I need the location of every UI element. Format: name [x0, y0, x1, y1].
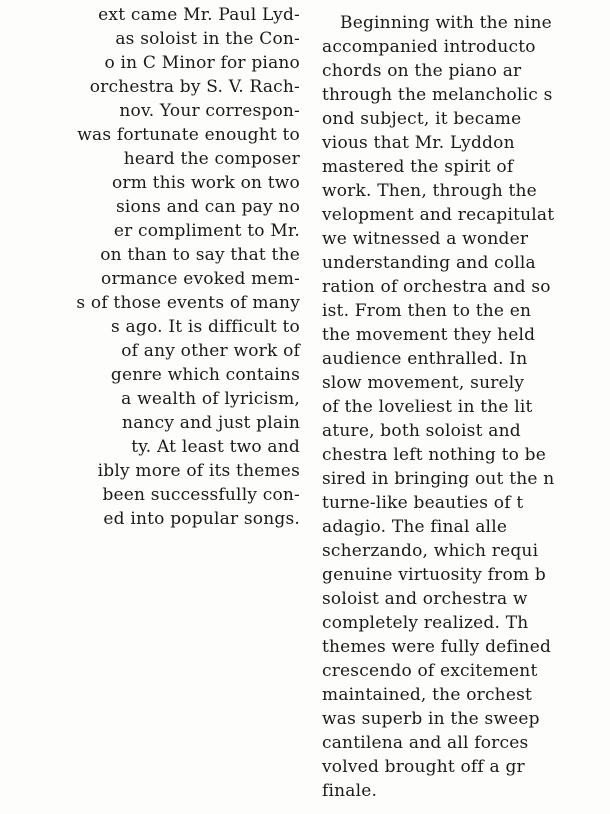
text-line: of the loveliest in the lit — [322, 397, 533, 417]
text-line: volved brought off a gr — [322, 757, 525, 777]
text-line: maintained, the orchest — [322, 685, 533, 705]
text-line: been successfully con- — [102, 485, 300, 505]
text-line: genre which contains — [110, 365, 300, 385]
text-line: sired in bringing out the n — [322, 469, 555, 489]
text-line: work. Then, through the — [322, 181, 537, 201]
text-line: adagio. The final alle — [322, 517, 508, 537]
text-line: chords on the piano ar — [322, 61, 522, 81]
text-line: finale. — [322, 781, 378, 801]
text-line: accompanied introducto — [322, 37, 536, 57]
text-line: nancy and just plain — [122, 413, 300, 433]
text-line: s ago. It is difficult to — [111, 317, 300, 337]
text-line: o in C Minor for piano — [104, 53, 300, 73]
text-line: velopment and recapitulat — [322, 205, 555, 225]
text-line: ibly more of its themes — [97, 461, 300, 481]
text-line: sions and can pay no — [115, 197, 300, 217]
text-line: ed into popular songs. — [103, 509, 300, 529]
text-line: completely realized. Th — [322, 613, 529, 633]
text-line: audience enthralled. In — [322, 349, 528, 369]
text-line: through the melancholic s — [322, 85, 553, 105]
text-line: orchestra by S. V. Rach- — [89, 77, 300, 97]
text-line: ist. From then to the en — [322, 301, 532, 321]
text-line: Beginning with the nine — [340, 13, 552, 33]
text-line: vious that Mr. Lyddon — [322, 133, 515, 153]
text-line: the movement they held — [322, 325, 536, 345]
text-line: ond subject, it became — [322, 109, 522, 129]
text-line: orm this work on two — [111, 173, 300, 193]
text-line: crescendo of excitement — [322, 661, 538, 681]
text-line: themes were fully defined — [322, 637, 552, 657]
text-line: ormance evoked mem- — [101, 269, 300, 289]
right-text-column — [322, 0, 610, 803]
text-line: genuine virtuosity from b — [322, 565, 546, 585]
text-line: cantilena and all forces — [322, 733, 529, 753]
text-line: ration of orchestra and so — [322, 277, 551, 297]
text-line: turne-like beauties of t — [322, 493, 524, 513]
text-line: heard the composer — [123, 149, 300, 169]
text-line: was fortunate enought to — [77, 125, 300, 145]
text-line: on than to say that the — [100, 245, 300, 265]
text-line: s of those events of many — [76, 293, 300, 313]
text-line: we witnessed a wonder — [322, 229, 529, 249]
text-line: as soloist in the Con- — [115, 29, 300, 49]
text-line: chestra left nothing to be — [322, 445, 547, 465]
text-line: slow movement, surely — [322, 373, 525, 393]
text-line: ty. At least two and — [131, 437, 300, 457]
text-line: soloist and orchestra w — [322, 589, 528, 609]
text-line: was superb in the sweep — [322, 709, 540, 729]
left-text-column — [0, 0, 300, 531]
text-line: scherzando, which requi — [322, 541, 539, 561]
text-line: er compliment to Mr. — [113, 221, 300, 241]
text-line: ature, both soloist and — [322, 421, 521, 441]
text-line: mastered the spirit of — [322, 157, 514, 177]
text-line: nov. Your correspon- — [119, 101, 300, 121]
text-line: a wealth of lyricism, — [121, 389, 300, 409]
text-line: of any other work of — [121, 341, 300, 361]
text-line: understanding and colla — [322, 253, 536, 273]
text-line: ext came Mr. Paul Lyd- — [98, 5, 300, 25]
